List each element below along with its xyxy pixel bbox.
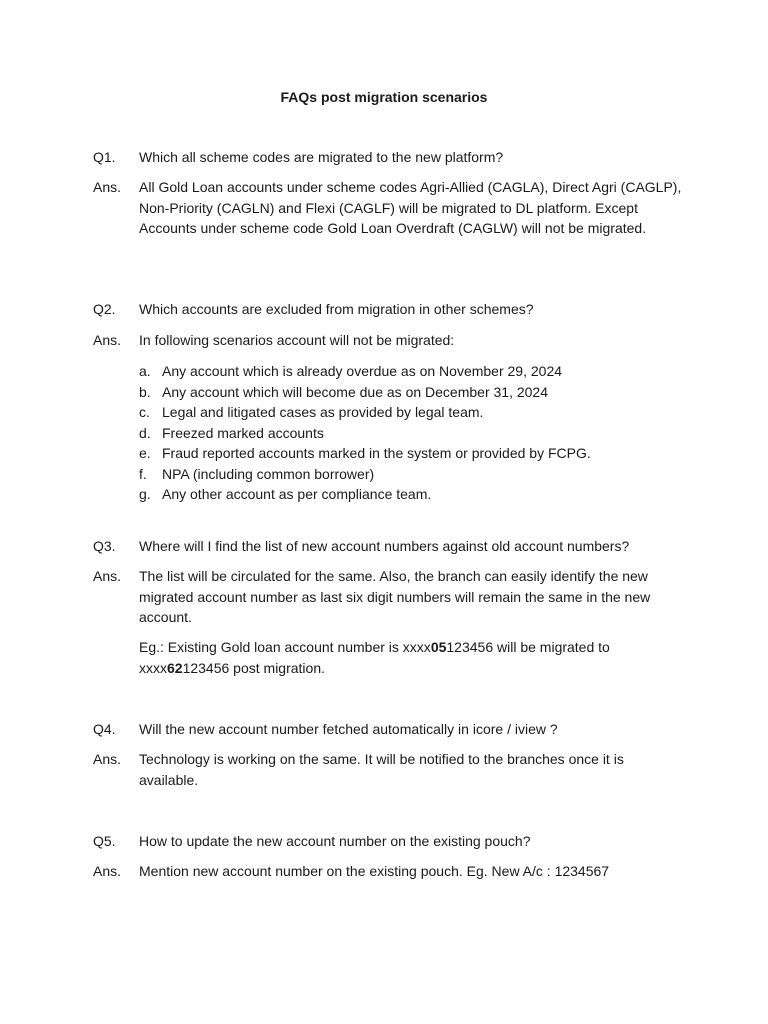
answer-label: Ans. (93, 751, 122, 767)
faq-answer-1 (93, 177, 683, 239)
faq-question-1 (93, 147, 683, 168)
question-label: Q3. (93, 538, 116, 554)
question-label: Q4. (93, 721, 116, 737)
answer-label: Ans. (93, 863, 122, 879)
answer-label: Ans. (93, 179, 122, 195)
list-item: g. Any other account as per compliance team. (139, 486, 432, 502)
page-title: FAQs post migration scenarios (280, 89, 488, 105)
list-item: b. Any account which will become due as on December 31, 2024 (139, 383, 548, 400)
question-label: Q2. (93, 301, 116, 317)
list-item: f. NPA (including common borrower) (139, 465, 375, 482)
answer-text: Technology is working on the same. It will be notified to the branches once it is available. (139, 751, 624, 788)
question-text: Where will I find the list of new account numbers against old account numbers? (139, 538, 630, 554)
faq-answer-2 (93, 330, 683, 351)
faq-answer-5 (93, 861, 683, 882)
faq-answer-4 (93, 749, 683, 790)
question-text: Will the new account number fetched automatically in icore / iview ? (139, 721, 558, 737)
faq-question-4 (93, 719, 683, 740)
question-label: Q5. (93, 833, 116, 849)
list-item: c. Legal and litigated cases as provided by legal team. (139, 404, 484, 420)
faq-question-5 (93, 831, 683, 852)
exclusion-list (139, 361, 699, 505)
faq-answer-3 (93, 566, 683, 628)
faq-question-2 (93, 299, 683, 320)
list-item: a. Any account which is already overdue as on November 29, 2024 (139, 363, 563, 379)
answer-label: Ans. (93, 332, 122, 348)
answer-text: All Gold Loan accounts under scheme codes Agri-Allied (CAGLA), Direct Agri (CAGLP), Non-Priority (CAGLN) and Flexi (CAGLF) will be migrated to DL platform. Except Accounts under scheme code Gold Loan Overdraft (CAGLW) will not be migrated. (139, 179, 682, 236)
answer-text: In following scenarios account will not be migrated: (139, 332, 455, 348)
answer-label: Ans. (93, 568, 122, 584)
list-item: d. Freezed marked accounts (139, 424, 324, 441)
list-item: e. Fraud reported accounts marked in the system or provided by FCPG. (139, 445, 591, 461)
faq-question-3 (93, 536, 683, 557)
question-text: How to update the new account number on the existing pouch? (139, 833, 531, 849)
question-label: Q1. (93, 149, 116, 165)
question-text: Which all scheme codes are migrated to the new platform? (139, 149, 504, 165)
example-note: Eg.: Existing Gold loan account number is xxxx05123456 will be migrated to xxxx62123456 post migration. (139, 639, 610, 676)
answer-text: The list will be circulated for the same. Also, the branch can easily identify the new migrated account number as last six digit numbers will remain the same in the new account. (139, 568, 651, 625)
answer-text: Mention new account number on the existing pouch. Eg. New A/c : 1234567 (139, 863, 610, 879)
question-text: Which accounts are excluded from migration in other schemes? (139, 301, 534, 317)
